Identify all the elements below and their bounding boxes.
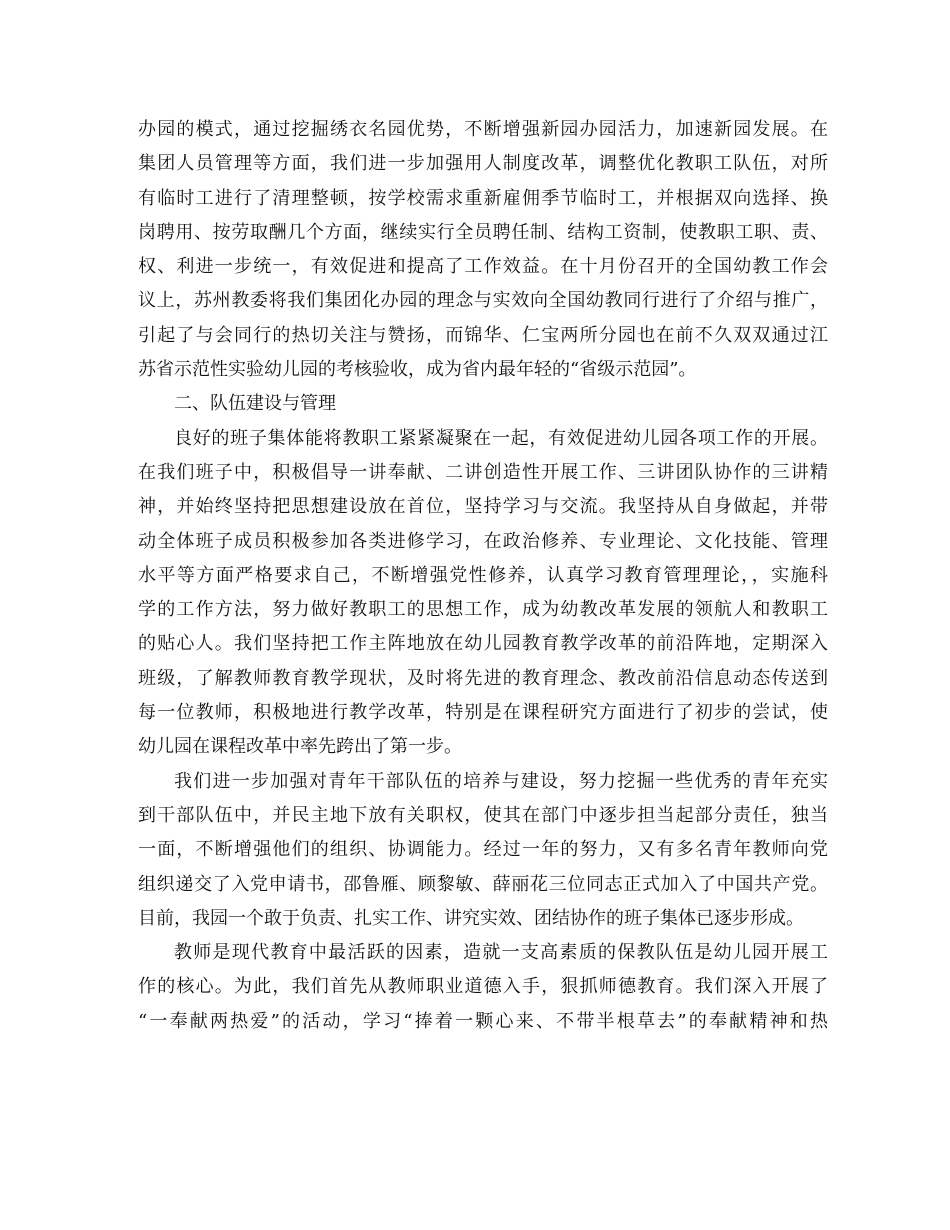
heading-text: 二、队伍建设与管理	[174, 393, 336, 415]
text-line: 引起了与会同行的热切关注与赞扬，而锦华、仁宝两所分园也在前不久双双通过江	[138, 324, 828, 346]
paragraph	[138, 422, 828, 765]
text-line: 动全体班子成员积极参加各类进修学习，在政治修养、专业理论、文化技能、管理	[138, 530, 828, 552]
text-line: 一面，不断增强他们的组织、协调能力。经过一年的努力，又有多名青年教师向党	[138, 839, 828, 861]
text-line: 我们进一步加强对青年干部队伍的培养与建设，努力挖掘一些优秀的青年充实	[174, 770, 828, 792]
text-line: “一奉献两热爱”的活动，学习“捧着一颗心来、不带半根草去”的奉献精神和热	[138, 1010, 828, 1032]
text-line: 幼儿园在课程改革中率先跨出了第一步。	[138, 736, 462, 758]
text-line: 苏省示范性实验幼儿园的考核验收，成为省内最年轻的“省级示范园”。	[138, 359, 697, 381]
text-line: 组织递交了入党申请书，邵鲁雁、顾黎敏、薛丽花三位同志正式加入了中国共产党。	[138, 873, 828, 895]
document-body	[138, 113, 828, 1039]
text-line: 神，并始终坚持把思想建设放在首位，坚持学习与交流。我坚持从自身做起，并带	[138, 496, 828, 518]
text-line: 办园的模式，通过挖掘绣衣名园优势，不断增强新园办园活力，加速新园发展。在	[138, 119, 828, 140]
text-line: 作的核心。为此，我们首先从教师职业道德入手，狠抓师德教育。我们深入开展了	[138, 976, 828, 998]
text-line: 有临时工进行了清理整顿，按学校需求重新雇佣季节临时工，并根据双向选择、换	[138, 187, 828, 209]
text-line: 目前，我园一个敢于负责、扎实工作、讲究实效、团结协作的班子集体已逐步形成。	[138, 907, 804, 929]
text-line: 的贴心人。我们坚持把工作主阵地放在幼儿园教育教学改革的前沿阵地，定期深入	[138, 633, 828, 655]
paragraph	[138, 113, 828, 387]
text-line: 集团人员管理等方面，我们进一步加强用人制度改革，调整优化教职工队伍，对所	[138, 153, 828, 175]
text-line: 良好的班子集体能将教职工紧紧凝聚在一起，有效促进幼儿园各项工作的开展。	[174, 427, 828, 449]
paragraph	[138, 765, 828, 936]
paragraph	[138, 936, 828, 1039]
text-line: 教师是现代教育中最活跃的因素，造就一支高素质的保教队伍是幼儿园开展工	[174, 942, 828, 964]
section-heading	[138, 387, 828, 421]
text-line: 每一位教师，积极地进行教学改革，特别是在课程研究方面进行了初步的尝试，使	[138, 702, 828, 724]
text-line: 岗聘用、按劳取酬几个方面，继续实行全员聘任制、结构工资制，使教职工职、责、	[138, 221, 828, 243]
text-line: 议上，苏州教委将我们集团化办园的理念与实效向全国幼教同行进行了介绍与推广，	[138, 290, 828, 312]
text-line: 学的工作方法，努力做好教职工的思想工作，成为幼教改革发展的领航人和教职工	[138, 599, 828, 621]
text-line: 权、利进一步统一，有效促进和提高了工作效益。在十月份召开的全国幼教工作会	[138, 256, 828, 278]
text-line: 班级，了解教师教育教学现状，及时将先进的教育理念、教改前沿信息动态传送到	[138, 667, 828, 689]
text-line: 水平等方面严格要求自己，不断增强党性修养，认真学习教育管理理论，，实施科	[138, 564, 828, 586]
text-line: 在我们班子中，积极倡导一讲奉献、二讲创造性开展工作、三讲团队协作的三讲精	[138, 461, 828, 483]
text-line: 到干部队伍中，并民主地下放有关职权，使其在部门中逐步担当起部分责任，独当	[138, 804, 828, 826]
